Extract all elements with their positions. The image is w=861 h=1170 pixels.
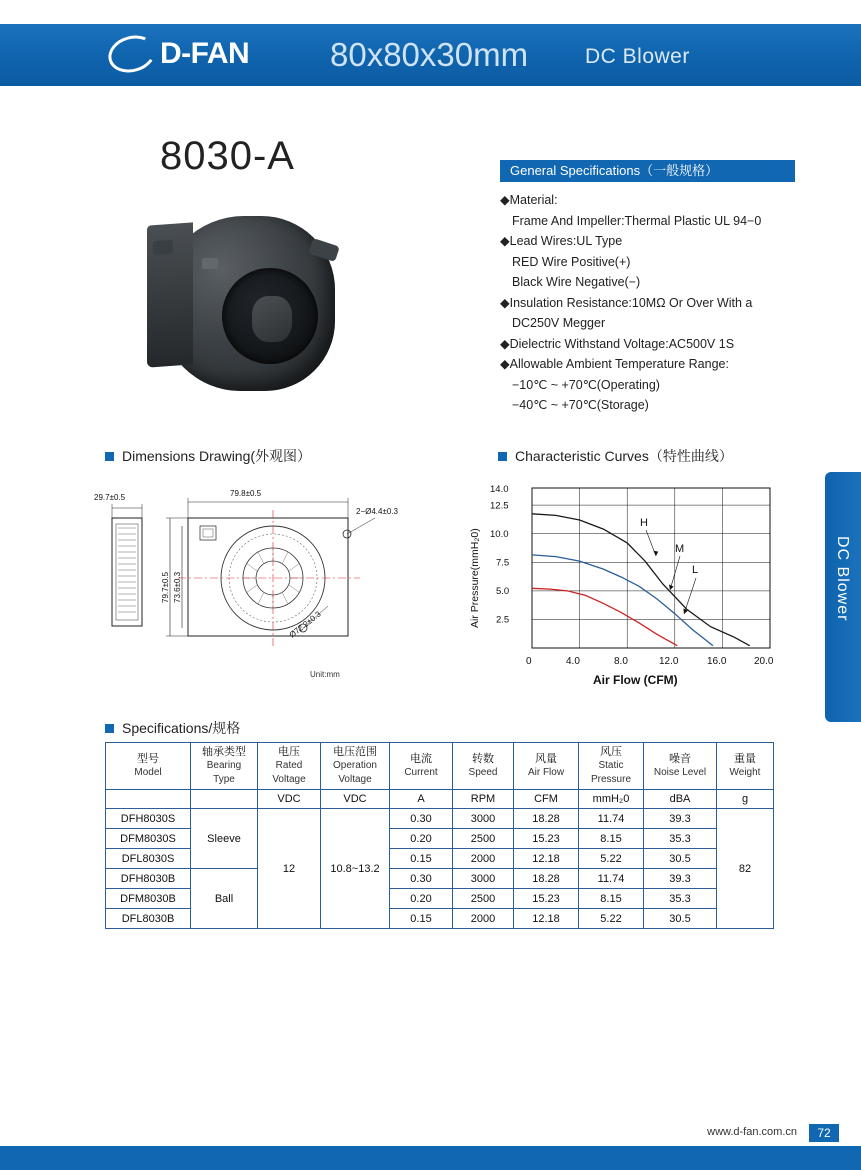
unit-weight: g — [717, 790, 774, 809]
gs-item-9: −10℃ ~ +70℃(Operating) — [512, 377, 660, 392]
curves-svg — [470, 478, 800, 708]
cell-noise: 30.5 — [644, 849, 717, 869]
cell-speed: 2000 — [453, 909, 514, 929]
svg-text:Air Flow (CFM): Air Flow (CFM) — [593, 673, 678, 687]
side-tab-dc-blower — [825, 472, 861, 722]
product-photo — [140, 196, 365, 421]
footer-url: www.d-fan.com.cn — [707, 1126, 797, 1138]
cell-model: DFM8030S — [106, 829, 191, 849]
th-airflow — [514, 743, 579, 790]
product-type: DC Blower — [585, 45, 690, 68]
svg-text:4.0: 4.0 — [566, 656, 580, 667]
curves-section-label: Characteristic Curves（特性曲线） — [515, 448, 733, 464]
cell-pressure: 11.74 — [579, 869, 644, 889]
gs-item-6: DC250V Megger — [512, 316, 606, 330]
blower-outlet-flange — [153, 240, 173, 255]
cell-pressure: 5.22 — [579, 909, 644, 929]
bullet-square-icon — [105, 724, 114, 733]
specifications-table — [105, 742, 774, 929]
specifications-section-heading — [105, 718, 240, 738]
cell-noise: 35.3 — [644, 889, 717, 909]
th-pressure-en: Static Pressure — [590, 760, 631, 785]
cell-model: DFL8030B — [106, 909, 191, 929]
th-model-cn: 型号 — [137, 753, 159, 765]
th-operation-voltage-en: Operation Voltage — [333, 760, 377, 785]
svg-text:2−Ø4.4±0.3: 2−Ø4.4±0.3 — [356, 507, 398, 516]
cell-airflow: 12.18 — [514, 849, 579, 869]
cell-noise: 39.3 — [644, 809, 717, 829]
cell-current: 0.30 — [390, 869, 453, 889]
gs-item-10: −40℃ ~ +70℃(Storage) — [512, 398, 649, 412]
th-speed-cn: 转数 — [472, 753, 494, 765]
cell-bearing-ball: Ball — [191, 869, 258, 929]
cell-model: DFL8030S — [106, 849, 191, 869]
table-header-row — [106, 743, 774, 790]
svg-text:5.0: 5.0 — [496, 586, 510, 597]
page-title: 8030-A — [160, 134, 295, 178]
table-units-row — [106, 790, 774, 809]
th-model-en: Model — [134, 767, 162, 778]
cell-pressure: 5.22 — [579, 849, 644, 869]
general-specifications-list — [500, 190, 830, 416]
footer-bar — [0, 1146, 861, 1170]
table-row — [106, 869, 774, 889]
svg-text:20.0: 20.0 — [754, 656, 774, 667]
cell-bearing-sleeve: Sleeve — [191, 809, 258, 869]
bullet-square-icon — [498, 452, 507, 461]
th-weight-cn: 重量 — [734, 753, 756, 765]
svg-text:79.7±0.5: 79.7±0.5 — [161, 571, 170, 603]
product-size: 80x80x30mm — [330, 36, 529, 73]
cell-noise: 35.3 — [644, 829, 717, 849]
svg-text:79.8±0.5: 79.8±0.5 — [230, 489, 262, 498]
th-current — [390, 743, 453, 790]
svg-text:8.0: 8.0 — [614, 656, 628, 667]
brand-name: D-FAN — [160, 37, 250, 70]
unit-pressure: mmH₂0 — [579, 790, 644, 809]
th-noise-en: Noise Level — [653, 767, 707, 778]
svg-text:Ø72.2±0.3: Ø72.2±0.3 — [287, 609, 323, 640]
cell-rated-voltage: 12 — [258, 809, 321, 929]
svg-text:73.6±0.3: 73.6±0.3 — [173, 571, 182, 603]
th-operation-voltage-cn: 电压范围 — [333, 746, 377, 758]
svg-text:12.0: 12.0 — [659, 656, 679, 667]
unit-bearing — [191, 790, 258, 809]
cell-noise: 30.5 — [644, 909, 717, 929]
bullet-square-icon — [105, 452, 114, 461]
svg-text:10.0: 10.0 — [490, 529, 509, 540]
cell-pressure: 8.15 — [579, 829, 644, 849]
th-bearing-cn: 轴承类型 — [202, 746, 246, 758]
cell-airflow: 15.23 — [514, 889, 579, 909]
dimensions-section-heading — [105, 446, 311, 466]
cell-current: 0.20 — [390, 889, 453, 909]
blower-hub — [252, 296, 292, 342]
gs-item-4: Black Wire Negative(−) — [512, 275, 641, 289]
unit-current: A — [390, 790, 453, 809]
cell-weight: 82 — [717, 809, 774, 929]
th-noise — [644, 743, 717, 790]
dimensions-drawing — [60, 478, 480, 703]
th-bearing — [191, 743, 258, 790]
cell-airflow: 18.28 — [514, 869, 579, 889]
cell-model: DFH8030S — [106, 809, 191, 829]
cell-speed: 3000 — [453, 869, 514, 889]
page-number: 72 — [809, 1124, 839, 1142]
cell-current: 0.20 — [390, 829, 453, 849]
dimensions-svg — [60, 478, 480, 703]
general-specifications-heading: General Specifications（一般规格） — [500, 160, 795, 182]
gs-item-2: ◆Lead Wires:UL Type — [500, 234, 623, 248]
th-weight — [717, 743, 774, 790]
th-rated-voltage-en: Rated Voltage — [272, 760, 306, 785]
cell-operation-voltage: 10.8~13.2 — [321, 809, 390, 929]
gs-item-3: RED Wire Positive(+) — [512, 254, 631, 269]
th-airflow-en: Air Flow — [527, 767, 565, 778]
blower-outlet — [147, 222, 193, 367]
blower-label — [202, 258, 218, 269]
cell-pressure: 11.74 — [579, 809, 644, 829]
th-operation-voltage — [321, 743, 390, 790]
cell-airflow: 15.23 — [514, 829, 579, 849]
cell-model: DFH8030B — [106, 869, 191, 889]
cell-current: 0.15 — [390, 909, 453, 929]
blower-mount-tab — [308, 238, 340, 262]
cell-pressure: 8.15 — [579, 889, 644, 909]
th-speed — [453, 743, 514, 790]
svg-text:7.5: 7.5 — [496, 557, 510, 569]
unit-model — [106, 790, 191, 809]
cell-current: 0.15 — [390, 849, 453, 869]
cell-speed: 2000 — [453, 849, 514, 869]
svg-text:H: H — [640, 517, 648, 529]
svg-text:Air Pressure(mmH₂0): Air Pressure(mmH₂0) — [470, 528, 481, 628]
gs-item-5: ◆Insulation Resistance:10MΩ Or Over With a — [500, 295, 753, 310]
unit-operation-voltage: VDC — [321, 790, 390, 809]
th-airflow-cn: 风量 — [535, 753, 557, 765]
characteristic-curves-chart — [470, 478, 800, 708]
th-weight-en: Weight — [729, 767, 761, 778]
brand-logo — [108, 36, 249, 72]
th-rated-voltage — [258, 743, 321, 790]
page-header — [0, 24, 861, 86]
cell-speed: 2500 — [453, 889, 514, 909]
logo-ellipse-icon — [104, 30, 160, 78]
th-noise-cn: 噪音 — [669, 753, 691, 765]
th-pressure — [579, 743, 644, 790]
curves-section-heading — [498, 446, 733, 466]
svg-text:0: 0 — [526, 656, 532, 667]
cell-airflow: 12.18 — [514, 909, 579, 929]
gs-item-7: ◆Dielectric Withstand Voltage:AC500V 1S — [500, 336, 735, 351]
svg-text:29.7±0.5: 29.7±0.5 — [94, 493, 126, 502]
gs-item-8: ◆Allowable Ambient Temperature Range: — [500, 357, 729, 371]
cell-noise: 39.3 — [644, 869, 717, 889]
cell-speed: 2500 — [453, 829, 514, 849]
th-pressure-cn: 风压 — [600, 746, 622, 758]
svg-text:16.0: 16.0 — [707, 656, 727, 667]
side-tab-label: DC Blower — [834, 536, 851, 622]
unit-rated-voltage: VDC — [258, 790, 321, 809]
specifications-section-label: Specifications/规格 — [122, 720, 241, 736]
th-bearing-en: Bearing Type — [206, 760, 242, 785]
gs-item-0: ◆Material: — [500, 193, 558, 207]
unit-speed: RPM — [453, 790, 514, 809]
table-row — [106, 809, 774, 829]
cell-airflow: 18.28 — [514, 809, 579, 829]
unit-note: Unit:mm — [310, 670, 340, 679]
unit-airflow: CFM — [514, 790, 579, 809]
svg-text:M: M — [675, 543, 685, 555]
gs-item-1: Frame And Impeller:Thermal Plastic UL 94−0 — [512, 213, 762, 228]
cell-model: DFM8030B — [106, 889, 191, 909]
svg-text:2.5: 2.5 — [496, 614, 510, 626]
svg-text:L: L — [692, 564, 699, 576]
th-rated-voltage-cn: 电压 — [278, 746, 300, 758]
svg-text:12.5: 12.5 — [490, 500, 509, 512]
th-model — [106, 743, 191, 790]
th-current-en: Current — [404, 767, 438, 778]
cell-speed: 3000 — [453, 809, 514, 829]
cell-current: 0.30 — [390, 809, 453, 829]
dimensions-section-label: Dimensions Drawing(外观图） — [122, 448, 312, 464]
unit-noise: dBA — [644, 790, 717, 809]
svg-text:14.0: 14.0 — [490, 484, 509, 495]
th-speed-en: Speed — [468, 767, 498, 778]
th-current-cn: 电流 — [410, 753, 432, 765]
